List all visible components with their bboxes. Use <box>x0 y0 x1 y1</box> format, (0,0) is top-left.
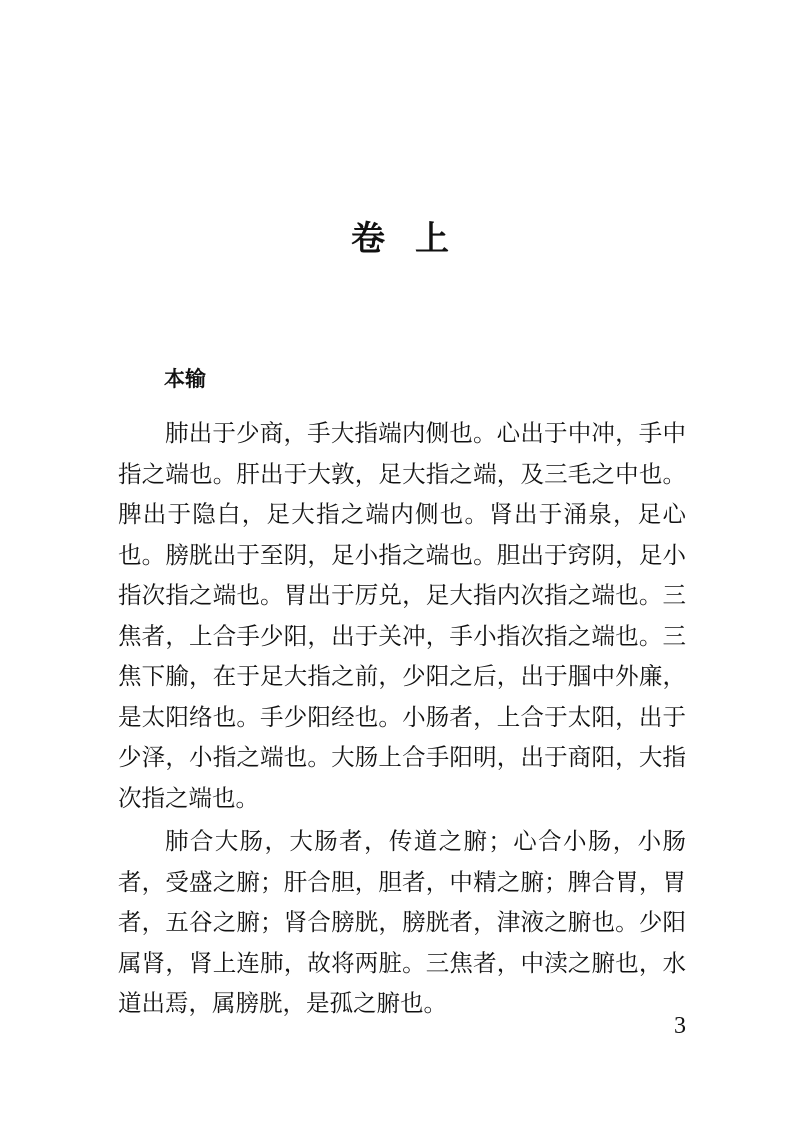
paragraph: 肺出于少商，手大指端内侧也。心出于中冲，手中指之端也。肝出于大敦，足大指之端，及三毛之中也。脾出于隐白，足大指之端内侧也。肾出于涌泉，足心也。膀胱出于至阴，足小指之端也。胆出于窍阴，足小指次指之端也。胃出于厉兑，足大指内次指之端也。三焦者，上合手少阳，出于关冲，手小指次指之端也。三焦下腧，在于足大指之前，少阳之后，出于腘中外廉，是太阳络也。手少阳经也。小肠者，上合于太阳，出于少泽，小指之端也。大肠上合手阳明，出于商阳，大指次指之端也。 <box>118 419 686 812</box>
chapter-title: 卷上 <box>351 219 479 259</box>
body-text <box>118 413 686 1027</box>
page-number: 3 <box>674 1013 686 1039</box>
paragraph: 肺合大肠，大肠者，传道之腑；心合小肠，小肠者，受盛之腑；肝合胆，胆者，中精之腑；脾合胃，胃者，五谷之腑；肾合膀胱，膀胱者，津液之腑也。少阳属肾，肾上连肺，故将两脏。三焦者，中渎之腑也，水道出焉，属膀胱，是孤之腑也。 <box>118 827 686 1017</box>
section-heading: 本输 <box>164 367 206 391</box>
